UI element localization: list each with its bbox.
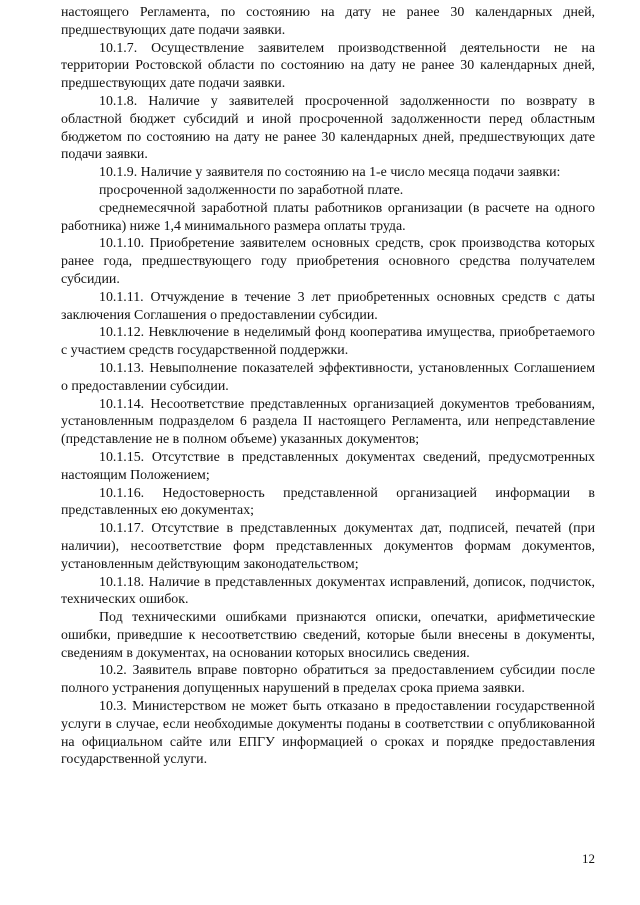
- document-page: [61, 4, 595, 769]
- paragraph-10-3: 10.3. Министерством не может быть отказано в предоставлении государственной услуги в случае, если необходимые документы поданы в соответствии с опубликованной на официальном сайте или ЕПГУ информацией о сроках и порядке предоставления государственной услуги.: [61, 699, 595, 768]
- paragraph-10-1-8: 10.1.8. Наличие у заявителей просроченной задолженности по возврату в областной бюджет субсидий и иной просроченной задолженности перед областным бюджетом по состоянию на дату не ранее 30 календарных дней, предшествующих дате подачи заявки.: [61, 93, 595, 163]
- paragraph-10-1-7: 10.1.7. Осуществление заявителем производственной деятельности не на территории Ростовской области по состоянию на дату не ранее 30 календарных дней, предшествующих дате подачи заявки.: [61, 40, 595, 92]
- paragraph-10-1-12: 10.1.12. Невключение в неделимый фонд кооператива имущества, приобретаемого с участием средств государственной поддержки.: [61, 325, 595, 359]
- paragraph-10-1-11: 10.1.11. Отчуждение в течение 3 лет приобретенных основных средств с даты заключения Соглашения о предоставлении субсидии.: [61, 289, 595, 323]
- paragraph-10-1-16: 10.1.16. Недостоверность представленной организацией информации в представленных ею документах;: [61, 485, 595, 519]
- paragraph-technical-errors-definition: Под техническими ошибками признаются описки, опечатки, арифметические ошибки, приведшие к несоответствию сведений, которые были внесены в документы, сведениям в документах, на основании которых вносились сведения.: [61, 610, 595, 661]
- paragraph-10-2: 10.2. Заявитель вправе повторно обратиться за предоставлением субсидии после полного устранения допущенных нарушений в пределах срока приема заявки.: [61, 663, 595, 697]
- paragraph-10-1-9-item-2: среднемесячной заработной платы работников организации (в расчете на одного работника) ниже 1,4 минимального размера оплаты труда.: [61, 200, 595, 234]
- paragraph-10-1-15: 10.1.15. Отсутствие в представленных документах сведений, предусмотренных настоящим Положением;: [61, 449, 595, 483]
- paragraph-10-1-10: 10.1.10. Приобретение заявителем основных средств, срок производства которых ранее года, предшествующего году приобретения основного средства получателем субсидии.: [61, 236, 595, 287]
- paragraph-continuation: настоящего Регламента, по состоянию на дату не ранее 30 календарных дней, предшествующих дате подачи заявки.: [61, 5, 595, 38]
- paragraph-10-1-17: 10.1.17. Отсутствие в представленных документах дат, подписей, печатей (при наличии), несоответствие форм представленных документов формам документов, установленным действующим законодательством;: [61, 521, 595, 572]
- paragraph-10-1-9: 10.1.9. Наличие у заявителя по состоянию на 1-е число месяца подачи заявки:: [99, 165, 561, 181]
- paragraph-10-1-14: 10.1.14. Несоответствие представленных организацией документов требованиям, установленным подразделом 6 раздела II настоящего Регламента, или непредставление (представление не в полном объеме) указанных документов;: [61, 396, 595, 448]
- page-number: 12: [582, 851, 595, 866]
- paragraph-10-1-13: 10.1.13. Невыполнение показателей эффективности, установленных Соглашением о предоставлении субсидии.: [61, 360, 595, 394]
- paragraph-10-1-18: 10.1.18. Наличие в представленных документах исправлений, дописок, подчисток, технических ошибок.: [61, 574, 595, 608]
- paragraph-10-1-9-item-1: просроченной задолженности по заработной плате.: [99, 182, 404, 198]
